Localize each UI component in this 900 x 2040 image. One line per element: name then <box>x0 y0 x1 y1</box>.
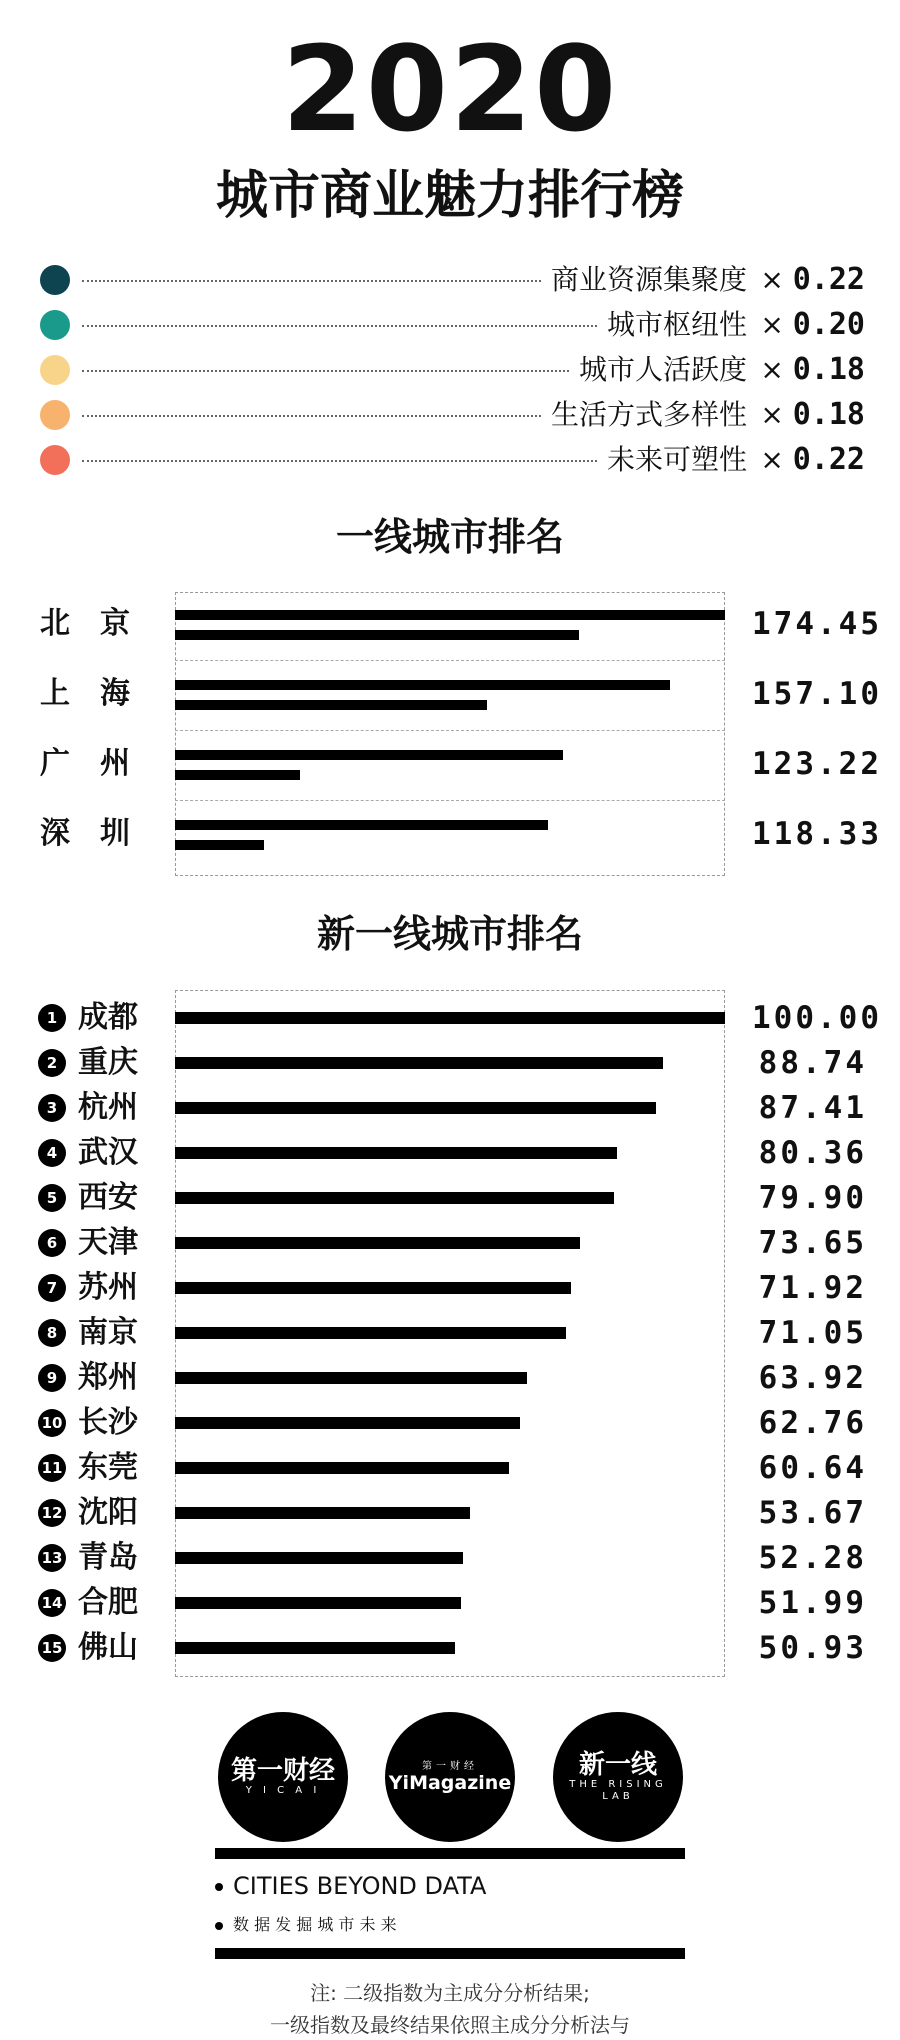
footer-tag-chinese <box>215 1912 397 1935</box>
category-label: 上 海 <box>40 676 130 711</box>
category-label: 西安 <box>78 1180 138 1215</box>
bar <box>175 1102 656 1114</box>
value-label: 62.76 <box>758 1405 867 1441</box>
rank-badge: 7 <box>38 1274 66 1302</box>
category-label: 青岛 <box>78 1540 138 1575</box>
tier1-chart-title: 一线城市排名 <box>335 515 564 559</box>
leader-line <box>82 370 569 372</box>
category-label: 沈阳 <box>78 1495 138 1530</box>
bar <box>175 1462 509 1474</box>
value-label: 174.45 <box>752 606 882 642</box>
legend-item <box>40 397 865 433</box>
footer-tag-text: CITIES BEYOND DATA <box>233 1872 487 1900</box>
legend-weight <box>755 397 865 433</box>
rank-badge: 1 <box>38 1004 66 1032</box>
bar-secondary <box>175 630 579 640</box>
logo-subtext: 第一财经 <box>422 1760 478 1772</box>
rank-badge: 11 <box>38 1454 66 1482</box>
value-label: 60.64 <box>758 1450 867 1486</box>
bar-primary <box>175 610 725 620</box>
weight-value: 0.22 <box>792 262 865 297</box>
bar <box>175 1417 520 1429</box>
legend-label: 商业资源集聚度 <box>550 263 747 296</box>
leader-line <box>82 325 597 327</box>
weight-value: 0.22 <box>792 442 865 477</box>
bar <box>175 1012 725 1024</box>
value-label: 100.00 <box>752 1000 882 1036</box>
bar <box>175 1327 566 1339</box>
legend-item <box>40 352 865 388</box>
bar <box>175 1057 663 1069</box>
legend-label: 未来可塑性 <box>606 443 747 476</box>
row-gridline <box>175 730 725 731</box>
logo-subtext: Y I C A I <box>245 1785 321 1797</box>
weight-value: 0.18 <box>792 397 865 432</box>
bar <box>175 1282 571 1294</box>
leader-line <box>82 460 597 462</box>
rank-badge: 4 <box>38 1139 66 1167</box>
rank-badge: 13 <box>38 1544 66 1572</box>
bar-secondary <box>175 700 487 710</box>
footer-tag-english <box>215 1872 486 1900</box>
value-label: 53.67 <box>758 1495 867 1531</box>
category-label: 合肥 <box>78 1585 138 1620</box>
value-label: 73.65 <box>758 1225 867 1261</box>
legend-dot-icon <box>40 265 70 295</box>
category-label: 重庆 <box>78 1045 138 1080</box>
rank-badge: 14 <box>38 1589 66 1617</box>
times-sign: × <box>760 353 793 386</box>
category-label: 苏州 <box>78 1270 138 1305</box>
legend-label: 城市枢纽性 <box>606 308 747 341</box>
weight-value: 0.18 <box>792 352 865 387</box>
rank-badge: 3 <box>38 1094 66 1122</box>
logo-text: 第一财经 <box>230 1755 335 1786</box>
category-label: 武汉 <box>78 1135 138 1170</box>
bar <box>175 1642 455 1654</box>
legend-item <box>40 442 865 478</box>
value-label: 79.90 <box>758 1180 867 1216</box>
row-gridline <box>175 800 725 801</box>
rank-badge: 10 <box>38 1409 66 1437</box>
legend-dot-icon <box>40 445 70 475</box>
times-sign: × <box>760 398 793 431</box>
bar <box>175 1372 527 1384</box>
logo-text: YiMagazine <box>388 1771 512 1794</box>
legend-label: 城市人活跃度 <box>578 353 747 386</box>
footer-rule-top <box>215 1848 685 1859</box>
legend-weight <box>755 262 865 298</box>
category-label: 广 州 <box>40 746 130 781</box>
rank-badge: 9 <box>38 1364 66 1392</box>
value-label: 80.36 <box>758 1135 867 1171</box>
times-sign: × <box>760 443 793 476</box>
footer-tag-text: 数 据 发 掘 城 市 未 来 <box>233 1915 397 1934</box>
leader-line <box>82 280 541 282</box>
row-gridline <box>175 660 725 661</box>
legend-dot-icon <box>40 400 70 430</box>
footer-rule-bottom <box>215 1948 685 1959</box>
bar-secondary <box>175 840 264 850</box>
rank-badge: 6 <box>38 1229 66 1257</box>
legend-dot-icon <box>40 310 70 340</box>
bullet-icon <box>215 1883 223 1891</box>
category-label: 佛山 <box>78 1630 138 1665</box>
value-label: 51.99 <box>758 1585 867 1621</box>
category-label: 长沙 <box>78 1405 138 1440</box>
value-label: 52.28 <box>758 1540 867 1576</box>
value-label: 63.92 <box>758 1360 867 1396</box>
footer-note-1: 注: 二级指数为主成分分析结果; <box>310 1981 590 2005</box>
leader-line <box>82 415 541 417</box>
brand-logo <box>553 1712 683 1842</box>
legend-item <box>40 307 865 343</box>
footer-note-2: 一级指数及最终结果依照主成分分析法与 <box>270 2013 630 2037</box>
value-label: 88.74 <box>758 1045 867 1081</box>
legend-label: 生活方式多样性 <box>550 398 747 431</box>
brand-logo <box>385 1712 515 1842</box>
category-label: 深 圳 <box>40 816 130 851</box>
bar <box>175 1507 470 1519</box>
legend-weight <box>755 352 865 388</box>
value-label: 50.93 <box>758 1630 867 1666</box>
logo-subtext: THE RISING LAB <box>569 1779 667 1803</box>
rank-badge: 12 <box>38 1499 66 1527</box>
bar <box>175 1192 614 1204</box>
legend-weight <box>755 442 865 478</box>
legend-dot-icon <box>40 355 70 385</box>
rank-badge: 15 <box>38 1634 66 1662</box>
rank-badge: 2 <box>38 1049 66 1077</box>
rank-badge: 8 <box>38 1319 66 1347</box>
year-title: 2020 <box>281 20 619 158</box>
bar-primary <box>175 680 670 690</box>
value-label: 123.22 <box>752 746 882 782</box>
bar-secondary <box>175 770 300 780</box>
bar-primary <box>175 750 563 760</box>
value-label: 71.05 <box>758 1315 867 1351</box>
category-label: 郑州 <box>78 1360 138 1395</box>
value-label: 87.41 <box>758 1090 867 1126</box>
bullet-icon <box>215 1922 223 1930</box>
category-label: 成都 <box>78 1000 138 1035</box>
category-label: 东莞 <box>78 1450 138 1485</box>
weight-value: 0.20 <box>792 307 865 342</box>
category-label: 北 京 <box>40 606 130 641</box>
bar <box>175 1552 463 1564</box>
legend-weight <box>755 307 865 343</box>
value-label: 71.92 <box>758 1270 867 1306</box>
category-label: 杭州 <box>78 1090 138 1125</box>
rank-badge: 5 <box>38 1184 66 1212</box>
bar-primary <box>175 820 548 830</box>
value-label: 118.33 <box>752 816 882 852</box>
times-sign: × <box>760 263 793 296</box>
logo-text: 新一线 <box>578 1749 657 1780</box>
category-label: 天津 <box>78 1225 138 1260</box>
page-title: 城市商业魅力排行榜 <box>215 166 684 226</box>
brand-logo <box>218 1712 348 1842</box>
new-tier1-chart-title: 新一线城市排名 <box>316 912 583 956</box>
category-label: 南京 <box>78 1315 138 1350</box>
bar <box>175 1597 461 1609</box>
bar <box>175 1147 617 1159</box>
bar <box>175 1237 580 1249</box>
times-sign: × <box>760 308 793 341</box>
legend-item <box>40 262 865 298</box>
value-label: 157.10 <box>752 676 882 712</box>
